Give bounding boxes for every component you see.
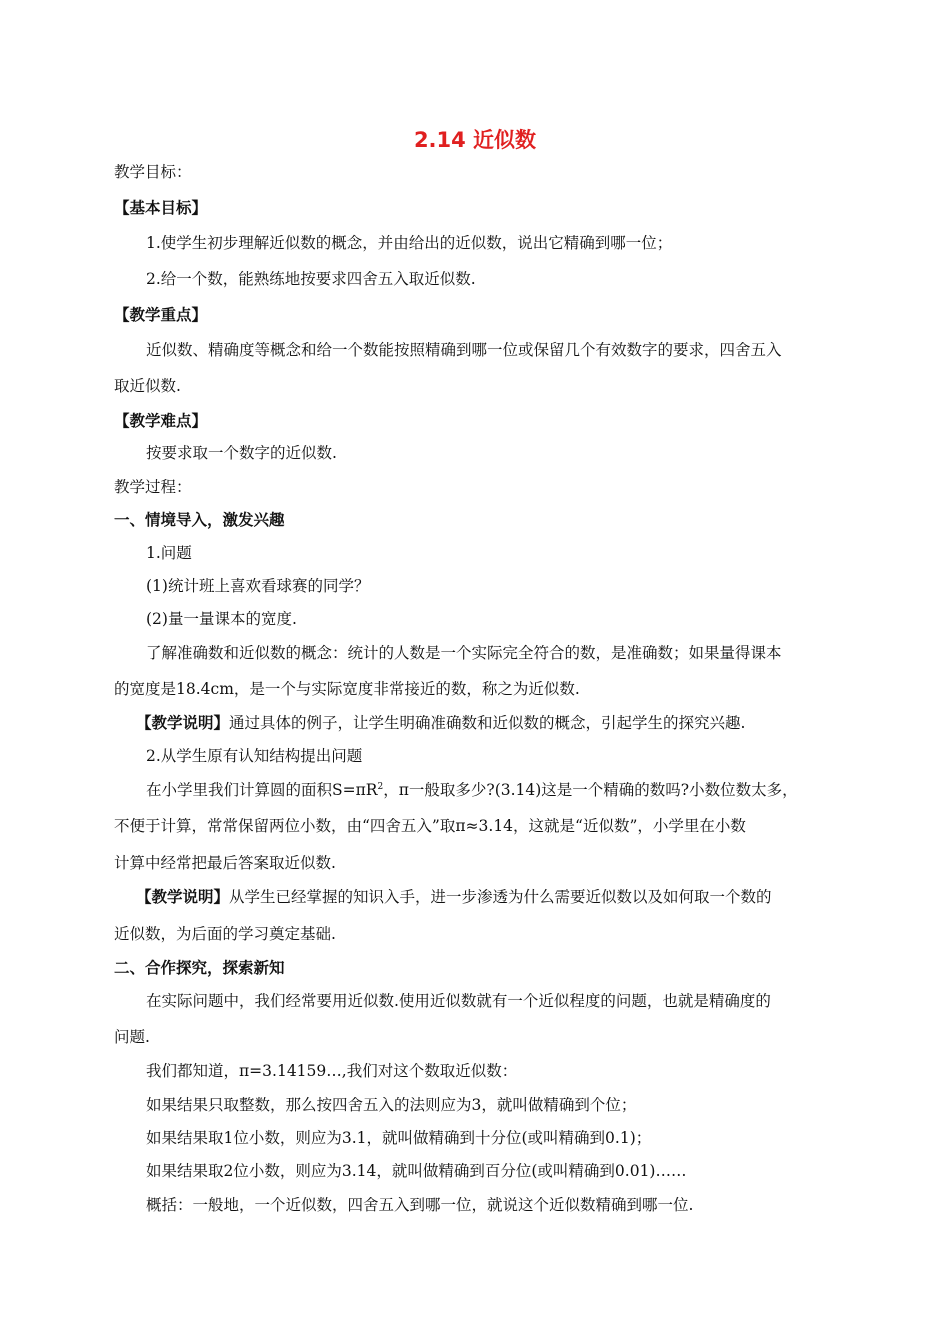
key-points-text-2: 取近似数. [114, 377, 181, 395]
teaching-note-2-cont: 近似数，为后面的学习奠定基础. [114, 925, 336, 943]
superscript: 2 [377, 782, 384, 792]
teaching-note-text: 从学生已经掌握的知识入手，进一步渗透为什么需要近似数以及如何取一个数的 [229, 888, 772, 906]
paragraph-circle-3: 计算中经常把最后答案取近似数. [114, 854, 336, 872]
page-title: 2.14 近似数 [413, 128, 537, 152]
teaching-note-text: 通过具体的例子，让学生明确准确数和近似数的概念，引起学生的探究兴趣. [229, 714, 746, 732]
key-points-text-1: 近似数、精确度等概念和给一个数能按照精确到哪一位或保留几个有效数字的要求，四舍五入 [146, 341, 782, 359]
teaching-note-label: 【教学说明】 [136, 714, 230, 732]
heading-part-2: 二、合作探究，探索新知 [114, 959, 285, 977]
summary: 概括：一般地，一个近似数，四舍五入到哪一位，就说这个近似数精确到哪一位. [146, 1196, 694, 1214]
rule-integer: 如果结果只取整数，那么按四舍五入的法则应为3，就叫做精确到个位； [146, 1096, 637, 1114]
rule-one-decimal: 如果结果取1位小数，则应为3.1，就叫做精确到十分位(或叫精确到0.1)； [146, 1129, 652, 1147]
rule-two-decimal: 如果结果取2位小数，则应为3.14，就叫做精确到百分位(或叫精确到0.01)…… [146, 1162, 687, 1180]
paragraph-precision-1: 在实际问题中，我们经常要用近似数.使用近似数就有一个近似程度的问题，也就是精确度的 [146, 992, 771, 1010]
heading-part-1: 一、情境导入，激发兴趣 [114, 511, 285, 529]
goal-item-1: 1.使学生初步理解近似数的概念，并由给出的近似数，说出它精确到哪一位； [146, 234, 673, 252]
question-1: (1)统计班上喜欢看球赛的同学？ [146, 577, 370, 595]
heading-key-points: 【教学重点】 [114, 306, 208, 324]
teaching-note-1 [136, 716, 745, 732]
paragraph-concept-1: 了解准确数和近似数的概念：统计的人数是一个实际完全符合的数，是准确数；如果量得课本 [146, 644, 782, 662]
paragraph-circle-1b: ，π一般取多少?(3.14)这是一个精确的数吗?小数位数太多， [383, 781, 798, 800]
subheading-problem: 2.从学生原有认知结构提出问题 [146, 747, 363, 765]
paragraph-circle-1a: 在小学里我们计算圆的面积S=πR [146, 781, 378, 800]
paragraph-circle-2: 不便于计算，常常保留两位小数，由“四舍五入”取π≈3.14，这就是“近似数”，小学里在小数 [114, 817, 746, 835]
subheading-question: 1.问题 [146, 544, 192, 562]
section-label-goals: 教学目标： [114, 163, 192, 181]
teaching-note-label: 【教学说明】 [136, 888, 230, 906]
teaching-note-2 [136, 890, 772, 906]
heading-difficulties: 【教学难点】 [114, 412, 208, 430]
section-label-process: 教学过程： [114, 478, 192, 496]
paragraph-precision-2: 问题. [114, 1028, 150, 1046]
paragraph-circle-1 [146, 783, 798, 799]
heading-basic-goals: 【基本目标】 [114, 199, 208, 217]
goal-item-2: 2.给一个数，能熟练地按要求四舍五入取近似数. [146, 270, 476, 288]
question-2: (2)量一量课本的宽度. [146, 610, 297, 628]
paragraph-pi: 我们都知道，π=3.14159…,我们对这个数取近似数： [146, 1062, 518, 1080]
paragraph-concept-2: 的宽度是18.4cm，是一个与实际宽度非常接近的数，称之为近似数. [114, 680, 580, 698]
difficulties-text: 按要求取一个数字的近似数. [146, 444, 337, 462]
